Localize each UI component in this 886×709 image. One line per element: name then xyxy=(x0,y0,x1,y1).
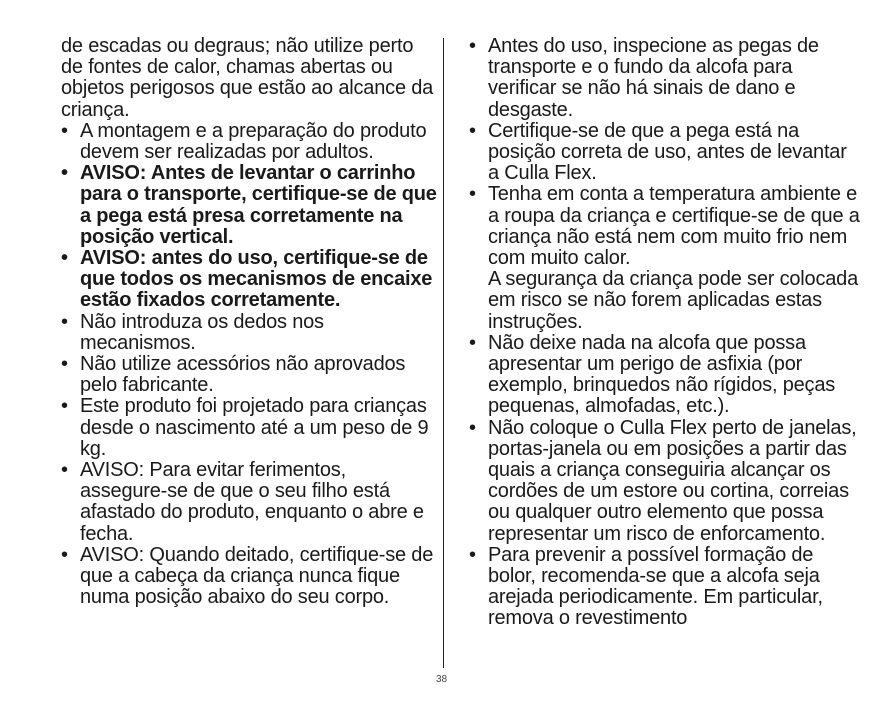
warning-item-text: AVISO: antes do uso, certifique-se de que todos os mecanismos de encaixe estão fixados corretamente. xyxy=(80,247,433,312)
list-item-text: Este produto foi projetado para crianças desde o nascimento até a um peso de 9 kg. xyxy=(80,395,429,460)
left-column xyxy=(58,36,438,608)
list-item xyxy=(58,545,438,609)
list-item xyxy=(466,545,861,630)
bullet: • xyxy=(469,331,476,354)
list-item xyxy=(466,36,861,121)
list-item xyxy=(466,184,861,269)
list-item-text: Não coloque o Culla Flex perto de janelas, portas-janela ou em posições a partir das quais a criança conseguiria alcançar os cordões de um estore ou cortina, correias ou qualquer outro elemento que possa representar um risco de enforcamento. xyxy=(488,416,857,545)
page-number: 38 xyxy=(436,674,448,685)
bullet: • xyxy=(61,395,68,418)
list-item xyxy=(58,312,438,354)
list-item xyxy=(58,121,438,163)
list-item-text: Certifique-se de que a pega está na posição correta de uso, antes de levantar a Culla Flex. xyxy=(488,119,847,185)
bullet: • xyxy=(61,543,68,566)
list-item xyxy=(466,121,861,185)
list-item-text: AVISO: Para evitar ferimentos, assegure-se de que o seu filho está afastado do produto, enquanto o abre e fecha. xyxy=(80,459,424,545)
bullet: • xyxy=(61,162,68,185)
warning-item xyxy=(58,163,438,248)
list-item xyxy=(58,460,438,545)
column-divider xyxy=(443,38,444,668)
list-item xyxy=(466,418,861,545)
bullet: • xyxy=(61,310,68,333)
warning-item-text: AVISO: Antes de levantar o carrinho para o transporte, certifique-se de que a pega está presa corretamente na posição vertical. xyxy=(80,162,437,248)
bullet: • xyxy=(469,35,476,57)
bullet: • xyxy=(61,247,68,270)
bullet: • xyxy=(469,119,476,142)
list-item-text: Antes do uso, inspecione as pegas de transporte e o fundo da alcofa para verificar se não há sinais de dano e desgaste. xyxy=(488,35,819,121)
list-item-text: Não introduza os dedos nos mecanismos. xyxy=(80,310,324,354)
bullet: • xyxy=(469,416,476,439)
list-item-text: Para prevenir a possível formação de bolor, recomenda-se que a alcofa seja arejada periodicamente. Em particular, remova o revestimento xyxy=(488,543,823,630)
bullet: • xyxy=(61,353,68,376)
right-column xyxy=(466,36,861,630)
bullet: • xyxy=(469,183,476,206)
warning-item xyxy=(58,248,438,312)
continuation-text: de escadas ou degraus; não utilize perto de fontes de calor, chamas abertas ou objetos perigosos que estão ao alcance da criança. xyxy=(61,35,434,121)
list-item-text: A montagem e a preparação do produto devem ser realizadas por adultos. xyxy=(80,119,427,164)
list-item xyxy=(58,396,438,460)
list-item-text: Não deixe nada na alcofa que possa apresentar um perigo de asfixia (por exemplo, brinquedos não rígidos, peças pequenas, almofadas, etc.). xyxy=(488,331,836,418)
list-item-text: Não utilize acessórios não aprovados pelo fabricante. xyxy=(80,353,406,397)
list-item xyxy=(466,333,861,418)
bullet: • xyxy=(61,459,68,482)
bullet: • xyxy=(469,543,476,566)
list-item xyxy=(58,354,438,396)
list-item-text: Tenha em conta a temperatura ambiente e a roupa da criança e certifique-se de que a criança não está nem com muito frio nem com muito calor. xyxy=(488,183,860,270)
bullet: • xyxy=(61,119,68,142)
list-item-extra: A segurança da criança pode ser colocada em risco se não forem aplicadas estas instruções. xyxy=(488,268,859,333)
list-item-text: AVISO: Quando deitado, certifique-se de que a cabeça da criança nunca fique numa posição abaixo do seu corpo. xyxy=(80,543,434,609)
